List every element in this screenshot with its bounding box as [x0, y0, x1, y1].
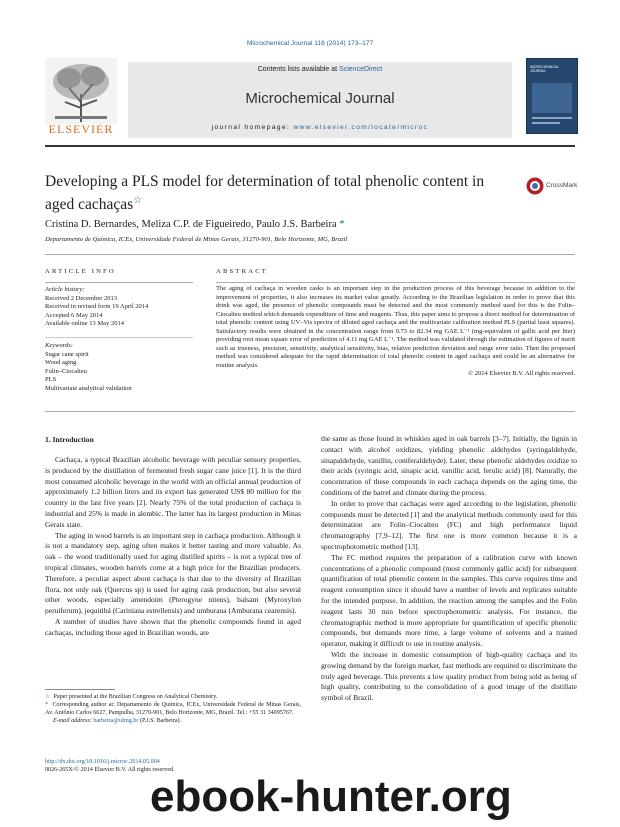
footnotes — [45, 693, 301, 725]
article-title-text: Developing a PLS model for determination of total phenolic content in aged cachaças — [45, 173, 485, 214]
intro-paragraph: In order to prove that cachaças were aged according to the legislation, phenolic compounds must be detected [1] and the analytical methods commonly used for this determination are Folin–Ciocalteu (FC) and high performance liquid chromatography [7,9–12]. The first one is more common because it is a spectrophotometric method [13]. — [321, 498, 577, 551]
authors — [45, 218, 345, 230]
footnote-corresponding — [45, 701, 301, 717]
contents-prefix: Contents lists available at — [257, 66, 340, 73]
history-item: Accepted 6 May 2014 — [45, 311, 103, 319]
email-suffix: (P.J.S. Barbeira). — [138, 718, 182, 724]
history-label: Article history: — [45, 286, 85, 293]
footnote-star-text: Paper presented at the Brazilian Congress on Analytical Chemistry. — [53, 694, 218, 700]
intro-paragraph: The FC method requires the preparation of a calibration curve with known concentrations of a phenolic compound (most commonly gallic acid) for subsequent quantification of total phenolic content in the samples. This curve requires time and reagent consumption since it should have a number of levels and replicates suitable for the intended purpose. In addition, the reaction among the samples and the Folin reagent lasts 30 min before spectrophotometric analysis. For instance, the chromatographic method is more appropriate for quantification of specific phenolic compounds, but demands more time, a large volume of solvents and a trained operator, making it difficult to use in routine analysis. — [321, 552, 577, 649]
homepage-line — [128, 124, 512, 131]
crossmark-icon — [526, 177, 544, 195]
article-history — [45, 286, 195, 329]
crossmark-label: CrossMark — [546, 182, 578, 189]
footnote-star-mark[interactable]: ☆ — [45, 694, 51, 700]
footnote-corresponding-text: Corresponding author at: Departamento de Química, ICEx, Universidade Federal de Minas Gerais, Av. Antônio Carlos 6627, Pampulha, 31270-901, Belo Horizonte, MG, Brazil. Tel.: +55 31 34095767. — [45, 702, 301, 716]
publisher-logo — [45, 58, 117, 136]
intro-right-column — [321, 434, 577, 704]
elsevier-tree-icon — [45, 58, 117, 124]
info-rule-top — [45, 254, 575, 255]
header-rule — [45, 145, 575, 147]
intro-left-column — [45, 455, 301, 639]
affiliation: Departamento de Química, ICEx, Universidade Federal de Minas Gerais, 31270-901, Belo Horizonte, MG, Brazil — [45, 236, 348, 243]
keyword: Wood aging — [45, 359, 77, 366]
elsevier-wordmark: ELSEVIER — [48, 122, 114, 136]
intro-paragraph: A number of studies have shown that the phenolic compounds found in aged cachaças, including those aged in Brazilian woods, are — [45, 616, 301, 637]
abstract-heading: ABSTRACT — [216, 268, 269, 275]
intro-paragraph: Cachaça, a typical Brazilian alcoholic beverage with peculiar sensory properties, is produced by the distillation of fermented fresh sugar cane juice [1]. It is the third most consumed alcoholic beverage in the world with an official annual production of approximately 1.2 billion liters and its export has generated US$ 80 million for the country in the last five years [2]. Nearly 75% of the total production of cachaça is industrial and 25% is made in alembic. The latter has its largest production in Minas Gerais state. — [45, 455, 301, 529]
footnote-corresponding-mark[interactable]: * — [45, 702, 49, 708]
contents-line — [128, 66, 512, 73]
history-item: Available online 13 May 2014 — [45, 320, 124, 327]
doi-link[interactable]: http://dx.doi.org/10.1016/j.microc.2014.05.004 — [45, 759, 160, 765]
intro-heading: 1. Introduction — [45, 435, 94, 444]
journal-ref[interactable]: Microchemical Journal 116 (2014) 173–177 — [246, 40, 374, 47]
email-label: E-mail address: — [53, 718, 94, 724]
journal-name[interactable]: Microchemical Journal — [245, 90, 395, 107]
authors-text: Cristina D. Bernardes, Meliza C.P. de Figueiredo, Paulo J.S. Barbeira — [45, 219, 337, 230]
history-item: Received 2 December 2013 — [45, 294, 118, 302]
watermark: ebook-hunter.org — [150, 772, 512, 821]
abstract-rule — [216, 282, 575, 283]
intro-paragraph: The aging in wood barrels is an important step in cachaça production. Although it is not a mandatory step, aging often makes it better tasting and more valuable. As oak – the wood traditionally used for aging distilled spirits – is not a typical tree of tropical climates, wooden barrels come at a high price for the Brazilian producers. Therefore, a peculiar aspect about cachaça is that due to the diversity of Brazilian flora, not only oak (Quercus sp) is used for aging cask production, but also several other woods, especially amendoim (Pterogyne nitens), balsam (Myroxylon peruiferum), jequitibá (Cariniana estrellensis) and umburana (Amburana cearensis). — [45, 530, 301, 616]
keywords — [45, 342, 195, 393]
abstract-text: The aging of cachaça in wooden casks is an important step in the production process of this beverage because in addition to the improvement of properties, it also increases its market value greatly. According to the Brazilian legislation in order to prove that this drink was aged, the presence of phenolic compounds must be detected and the most commonly method used for this is the Folin–Ciocalteu method which demands expenditure of time and reagents. Thus, this paper aims to propose a direct method for determination of total phenolic content using UV–Vis spectra of diluted aged cachaça and the multivariate calibration method PLS (partial least squares). Satisfactory results were obtained in the concentration range from 0.73 to 82.34 mg GAE L⁻¹ (mg-equivalent of gallic acid per liter) providing root mean square error of prediction of 4.11 mg GAE L⁻¹. The method was validated through the estimation of figures of merit such as trueness, precision, sensitivity, analytical sensitivity, bias, relative prediction deviation and range error ratio. Then the proposed method was considered adequate for the rapid determination of total phenolic content in aged cachaça and could be an alternative for routine analysis. — [216, 285, 575, 369]
sciencedirect-link[interactable]: ScienceDirect — [339, 66, 383, 73]
homepage-prefix: journal homepage: — [211, 124, 294, 131]
keyword: Multivariate analytical validation — [45, 384, 132, 392]
title-star-link[interactable]: ☆ — [133, 195, 143, 206]
footnote-star — [45, 693, 301, 701]
keywords-label: Keywords: — [45, 342, 73, 349]
homepage-link[interactable]: www.elsevier.com/locate/microc — [293, 124, 429, 131]
abstract-rule-bottom — [45, 411, 575, 412]
abstract-copyright: © 2014 Elsevier B.V. All rights reserved. — [468, 370, 575, 377]
article-info-heading: ARTICLE INFO — [45, 268, 116, 275]
footnote-rule — [45, 689, 115, 690]
article-title — [45, 172, 495, 214]
corresponding-author-link[interactable]: * — [339, 218, 345, 230]
keyword: PLS — [45, 376, 57, 383]
intro-paragraph: the same as those found in whiskies aged in oak barrels [3–7]. Initially, the lignin in contact with alcohol oxidizes, yielding phenolic aldehydes (syringaldehyde, sinapaldehyde, vanillin, coniferaldehyde). Later, these phenolic aldehydes oxidize to their acids (syringic acid, sinapic acid, vanillic acid, ferulic acid) [8]. Naturally, the concentration of these compounds in each cachaça depends on the aging time, the conditions of the barrel and climate during the process. — [321, 434, 577, 497]
keywords-rule — [45, 337, 193, 338]
keyword: Sugar cane spirit — [45, 350, 89, 358]
cover-title: MICROCHEMICAL JOURNAL — [530, 65, 559, 74]
keyword: Folin–Ciocalteu — [45, 367, 87, 375]
doi-rights: 0026-265X/© 2014 Elsevier B.V. All rights reserved. — [45, 767, 175, 773]
history-item: Received in revised form 19 April 2014 — [45, 303, 149, 310]
footnote-email — [45, 717, 301, 725]
article-info-rule — [45, 282, 193, 283]
intro-paragraph: With the increase in domestic consumption of high-quality cachaça and its growing demand by the foreign market, fast methods are required to discriminate the truly aged beverage. This prevents a low quality product from being sold as being of high quality, contributing to the consolidation of a good image of the distillate symbol of Brazil. — [321, 649, 577, 703]
email-link[interactable]: barbeira@ufmg.br — [93, 718, 139, 724]
abstract-body — [216, 285, 575, 379]
journal-cover — [526, 58, 578, 134]
crossmark-badge[interactable] — [526, 176, 578, 196]
